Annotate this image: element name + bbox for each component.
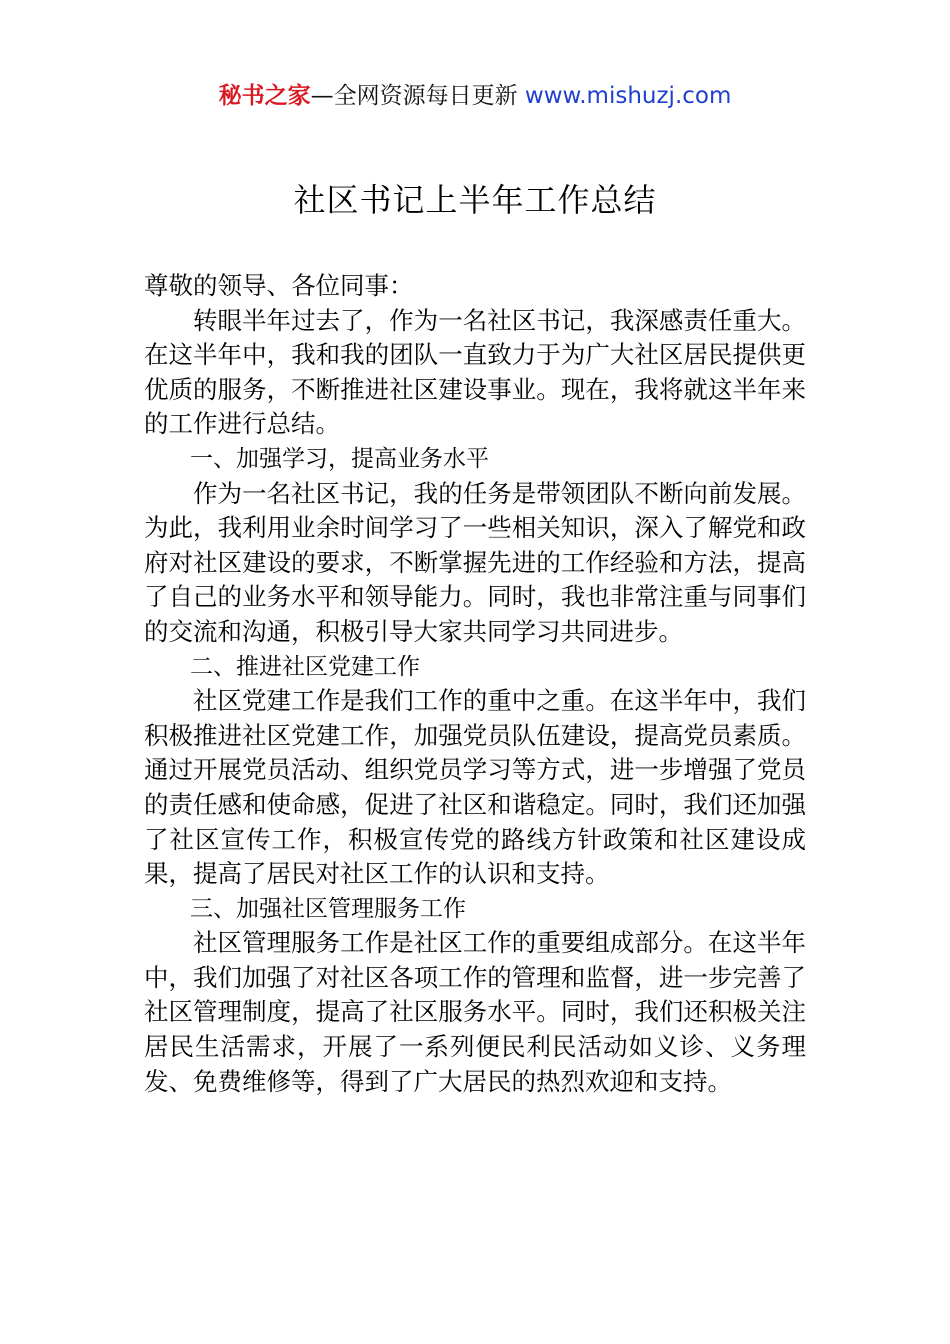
section-paragraph-2: 社区党建工作是我们工作的重中之重。在这半年中，我们积极推进社区党建工作，加强党员队伍建设，提高党员素质。通过开展党员活动、组织党员学习等方式，进一步增强了党员的责任感和使命感，促进了社区和谐稳定。同时，我们还加强了社区宣传工作，积极宣传党的路线方针政策和社区建设成果，提高了居民对社区工作的认识和支持。 xyxy=(144,686,806,889)
document-body xyxy=(144,269,806,1099)
intro-paragraph: 转眼半年过去了，作为一名社区书记，我深感责任重大。在这半年中，我和我的团队一直致力于为广大社区居民提供更优质的服务，不断推进社区建设事业。现在，我将就这半年来的工作进行总结。 xyxy=(144,305,806,439)
section-heading-3: 三、加强社区管理服务工作 xyxy=(190,895,466,922)
site-url-link[interactable]: www.mishuzj.com xyxy=(524,83,732,109)
document-title: 社区书记上半年工作总结 xyxy=(293,181,657,219)
section-paragraph-1: 作为一名社区书记，我的任务是带领团队不断向前发展。为此，我利用业余时间学习了一些相关知识，深入了解党和政府对社区建设的要求，不断掌握先进的工作经验和方法，提高了自己的业务水平和领导能力。同时，我也非常注重与同事们的交流和沟通，积极引导大家共同学习共同进步。 xyxy=(144,478,806,646)
site-brand: 秘书之家 xyxy=(218,83,311,109)
section-heading-2: 二、推进社区党建工作 xyxy=(190,653,420,680)
site-header xyxy=(0,80,950,112)
section-heading-1: 一、加强学习，提高业务水平 xyxy=(190,445,489,472)
site-tagline: —全网资源每日更新 xyxy=(310,83,518,109)
salutation: 尊敬的领导、各位同事： xyxy=(144,271,414,300)
section-paragraph-3: 社区管理服务工作是社区工作的重要组成部分。在这半年中，我们加强了对社区各项工作的管理和监督，进一步完善了社区管理制度，提高了社区服务水平。同时，我们还积极关注居民生活需求，开展了一系列便民利民活动如义诊、义务理发、免费维修等，得到了广大居民的热烈欢迎和支持。 xyxy=(144,928,806,1096)
